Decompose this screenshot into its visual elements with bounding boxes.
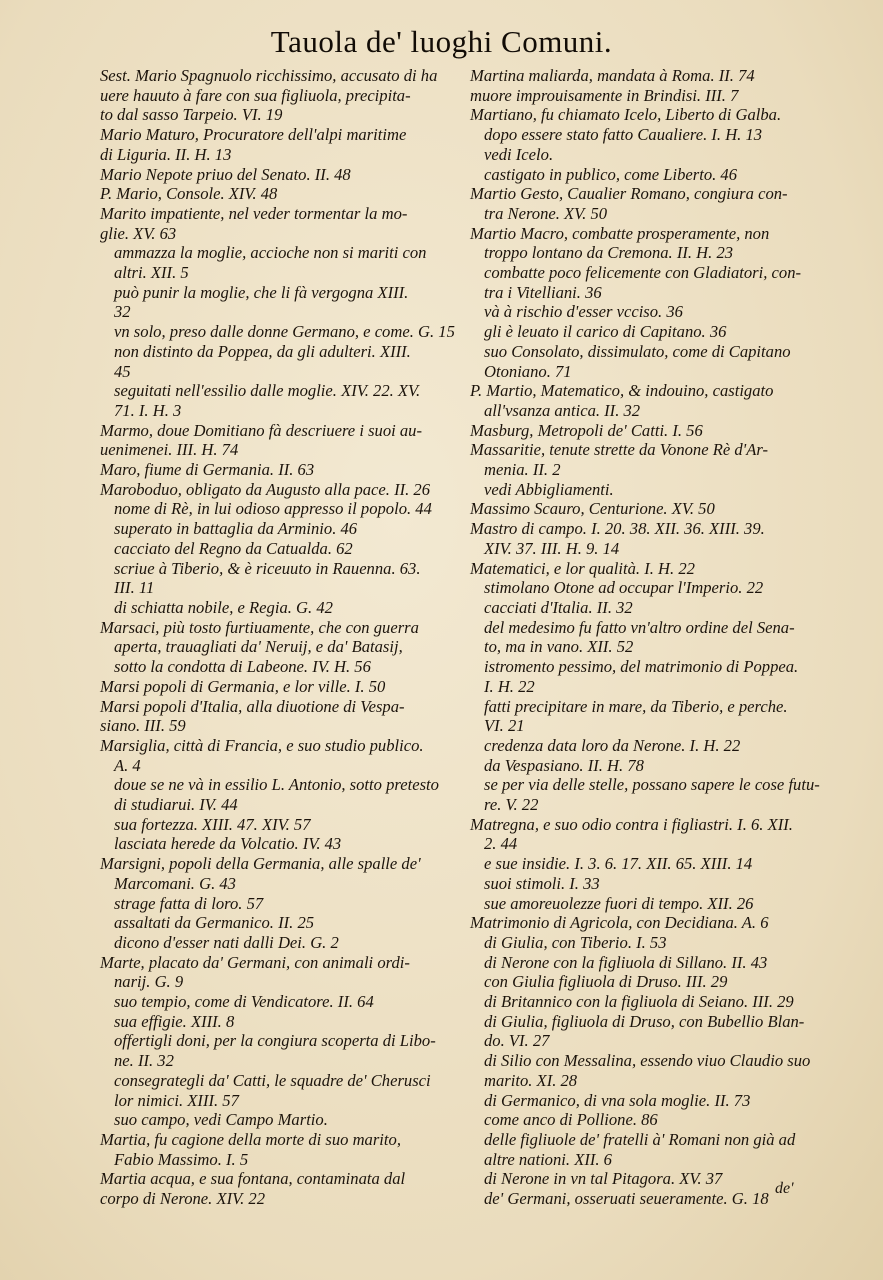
index-entry-line: Massimo Scauro, Centurione. XV. 50	[470, 499, 715, 519]
index-entry-line: di schiatta nobile, e Regia. G. 42	[114, 597, 333, 617]
index-entry-line: Marito impatiente, nel veder tormentar la mo-	[100, 203, 408, 223]
index-entry-line: marito. XI. 28	[484, 1070, 578, 1090]
index-entry-line: Martiano, fu chiamato Icelo, Liberto di Galba.	[470, 105, 782, 125]
index-entry-line: sua fortezza. XIII. 47. XIV. 57	[114, 814, 311, 834]
index-entry-line: altre nationi. XII. 6	[484, 1149, 612, 1169]
index-entry-line: Mastro di campo. I. 20. 38. XII. 36. XIII. 39.	[470, 519, 765, 539]
index-entry-line: con Giulia figliuola di Druso. III. 29	[484, 972, 728, 992]
index-entry-line: fatti precipitare in mare, da Tiberio, e perche.	[484, 696, 788, 716]
index-entry-line: di Nerone in vn tal Pitagora. XV. 37	[484, 1169, 723, 1189]
index-entry-line: III. 11	[114, 578, 155, 598]
index-entry-line: altri. XII. 5	[114, 263, 189, 283]
index-entry-line: và à rischio d'esser vcciso. 36	[484, 302, 683, 322]
index-entry-line: glie. XV. 63	[100, 223, 177, 243]
index-entry-line: vedi Abbigliamenti.	[484, 479, 614, 499]
index-entry-line: narij. G. 9	[114, 972, 184, 992]
index-entry-line: Massaritie, tenute strette da Vonone Rè d'Ar-	[470, 440, 769, 460]
index-entry-line: di Britannico con la figliuola di Seiano. III. 29	[484, 992, 794, 1012]
index-entry-line: consegrategli da' Catti, le squadre de' Cherusci	[114, 1070, 431, 1090]
index-entry-line: ne. II. 32	[114, 1051, 174, 1071]
index-entry-line: sotto la condotta di Labeone. IV. H. 56	[114, 657, 371, 677]
index-entry-line: del medesimo fu fatto vn'altro ordine del Sena-	[484, 617, 795, 637]
left-column	[100, 66, 460, 1209]
index-entry-line: di Silio con Messalina, essendo viuo Claudio suo	[484, 1051, 811, 1071]
index-entry-line: de' Germani, osseruati seueramente. G. 18	[484, 1189, 769, 1209]
index-entry-line: Masburg, Metropoli de' Catti. I. 56	[470, 420, 703, 440]
index-entry-line: re. V. 22	[484, 795, 539, 815]
index-entry-line: di studiarui. IV. 44	[114, 795, 238, 815]
index-entry-line: credenza data loro da Nerone. I. H. 22	[484, 735, 741, 755]
index-entry-line: to, ma in vano. XII. 52	[484, 637, 634, 657]
index-entry-line: all'vsanza antica. II. 32	[484, 400, 641, 420]
index-entry-line: dicono d'esser nati dalli Dei. G. 2	[114, 932, 339, 952]
index-entry-line: Fabio Massimo. I. 5	[114, 1149, 249, 1169]
index-entry-line: suo tempio, come di Vendicatore. II. 64	[114, 992, 374, 1012]
index-entry-line: da Vespasiano. II. H. 78	[484, 755, 644, 775]
index-entry-line: seguitati nell'essilio dalle moglie. XIV. 22. XV.	[114, 381, 421, 401]
index-entry-line: 71. I. H. 3	[114, 400, 182, 420]
index-entry-line: tra i Vitelliani. 36	[484, 282, 602, 302]
index-entry-line: suoi stimoli. I. 33	[484, 873, 600, 893]
index-entry-line: Sest. Mario Spagnuolo ricchissimo, accusato di ha	[100, 66, 438, 85]
index-entry-line: strage fatta di loro. 57	[114, 893, 264, 913]
index-entry-line: doue se ne và in essilio L. Antonio, sotto pretesto	[114, 775, 439, 795]
index-entry-line: di Germanico, di vna sola moglie. II. 73	[484, 1090, 751, 1110]
index-entry-line: di Liguria. II. H. 13	[100, 144, 232, 164]
index-entry-line: sua effigie. XIII. 8	[114, 1011, 235, 1031]
index-entry-line: uenimenei. III. H. 74	[100, 440, 239, 460]
index-entry-line: suo campo, vedi Campo Martio.	[114, 1110, 328, 1130]
index-entry-line: nome di Rè, in lui odioso appresso il popolo. 44	[114, 499, 432, 519]
index-entry-line: di Nerone con la figliuola di Sillano. II. 43	[484, 952, 768, 972]
index-entry-line: Martina maliarda, mandata à Roma. II. 74	[470, 66, 755, 85]
index-entry-line: Martia acqua, e sua fontana, contaminata dal	[100, 1169, 406, 1189]
index-entry-line: scriue à Tiberio, & è riceuuto in Rauenna. 63.	[114, 558, 421, 578]
index-entry-line: superato in battaglia da Arminio. 46	[114, 519, 358, 539]
index-entry-line: Maroboduo, obligato da Augusto alla pace. II. 26	[100, 479, 431, 499]
index-entry-line: vn solo, preso dalle donne Germano, e come. G. 15	[114, 322, 455, 342]
index-entry-line: se per via delle stelle, possano sapere le cose futu-	[484, 775, 820, 795]
index-entry-line: e sue insidie. I. 3. 6. 17. XII. 65. XIII. 14	[484, 854, 753, 874]
index-entry-line: suo Consolato, dissimulato, come di Capitano	[484, 341, 791, 361]
index-entry-line: Matrimonio di Agricola, con Decidiana. A. 6	[470, 913, 769, 933]
index-entry-line: castigato in publico, come Liberto. 46	[484, 164, 738, 184]
index-entry-line: Martio Gesto, Caualier Romano, congiura con-	[470, 184, 788, 204]
page-title: Tauola de' luoghi Comuni.	[270, 24, 613, 59]
index-entry-line: non distinto da Poppea, da gli adulteri. XIII.	[114, 341, 411, 361]
index-entry-line: lasciata herede da Volcatio. IV. 43	[114, 834, 342, 854]
index-entry-line: corpo di Nerone. XIV. 22	[100, 1189, 265, 1209]
index-entry-line: P. Martio, Matematico, & indouino, castigato	[470, 381, 774, 401]
index-entry-line: 32	[114, 302, 131, 322]
index-entry-line: Marsaci, più tosto furtiuamente, che con guerra	[100, 617, 419, 637]
index-entry-line: tra Nerone. XV. 50	[484, 203, 608, 223]
index-entry-line: offertigli doni, per la congiura scoperta di Libo-	[114, 1031, 436, 1051]
index-entry-line: come anco di Pollione. 86	[484, 1110, 658, 1130]
index-entry-line: uere hauuto à fare con sua figliuola, precipita-	[100, 85, 411, 105]
index-entry-line: I. H. 22	[484, 676, 535, 696]
index-entry-line: combatte poco felicemente con Gladiatori, con-	[484, 263, 802, 283]
index-entry-line: 2. 44	[484, 834, 518, 854]
index-entry-line: può punir la moglie, che li fà vergogna XIII.	[114, 282, 409, 302]
index-entry-line: muore improuisamente in Brindisi. III. 7	[470, 85, 739, 105]
index-entry-line: aperta, trauagliati da' Neruij, e da' Batasij,	[114, 637, 403, 657]
index-entry-line: Marsiglia, città di Francia, e suo studio publico.	[100, 735, 424, 755]
index-entry-line: cacciati d'Italia. II. 32	[484, 597, 633, 617]
index-entry-line: Mario Nepote priuo del Senato. II. 48	[100, 164, 351, 184]
index-entry-line: Martia, fu cagione della morte di suo marito,	[100, 1129, 401, 1149]
index-entry-line: stimolano Otone ad occupar l'Imperio. 22	[484, 578, 764, 598]
index-entry-line: istromento pessimo, del matrimonio di Poppea.	[484, 657, 799, 677]
index-entry-line: di Giulia, con Tiberio. I. 53	[484, 932, 667, 952]
index-entry-line: Matregna, e suo odio contra i figliastri. I. 6. XII.	[470, 814, 793, 834]
index-entry-line: VI. 21	[484, 716, 525, 736]
index-entry-line: A. 4	[114, 755, 141, 775]
index-entry-line: Marsi popoli d'Italia, alla diuotione di Vespa-	[100, 696, 405, 716]
index-entry-line: lor nimici. XIII. 57	[114, 1090, 239, 1110]
index-entry-line: menia. II. 2	[484, 460, 561, 480]
index-entry-line: Marsigni, popoli della Germania, alle spalle de'	[100, 854, 421, 874]
index-entry-line: P. Mario, Console. XIV. 48	[100, 184, 278, 204]
index-entry-line: di Giulia, figliuola di Druso, con Bubellio Blan-	[484, 1011, 805, 1031]
index-entry-line: ammazza la moglie, accioche non si mariti con	[114, 243, 427, 263]
index-entry-line: Mario Maturo, Procuratore dell'alpi maritime	[100, 125, 407, 145]
index-entry-line: Marmo, doue Domitiano fà descriuere i suoi au-	[100, 420, 423, 440]
index-entry-line: siano. III. 59	[100, 716, 186, 736]
index-entry-line: delle figliuole de' fratelli à' Romani non già ad	[484, 1129, 796, 1149]
index-entry-line: sue amoreuolezze fuori di tempo. XII. 26	[484, 893, 754, 913]
index-entry-line: Otoniano. 71	[484, 361, 572, 381]
index-entry-line: 45	[114, 361, 131, 381]
right-column	[470, 66, 825, 1209]
index-entry-line: dopo essere stato fatto Caualiere. I. H. 13	[484, 125, 763, 145]
index-entry-line: gli è leuato il carico di Capitano. 36	[484, 322, 727, 342]
index-entry-line: XIV. 37. III. H. 9. 14	[484, 538, 620, 558]
index-entry-line: Marcomani. G. 43	[114, 873, 236, 893]
index-entry-line: Marte, placato da' Germani, con animali ordi-	[100, 952, 410, 972]
index-entry-line: assaltati da Germanico. II. 25	[114, 913, 315, 933]
catchword: de'	[775, 1180, 794, 1197]
index-entry-line: vedi Icelo.	[484, 144, 554, 164]
index-entry-line: do. VI. 27	[484, 1031, 550, 1051]
index-entry-line: Matematici, e lor qualità. I. H. 22	[470, 558, 695, 578]
index-entry-line: cacciato del Regno da Catualda. 62	[114, 538, 353, 558]
index-entry-line: troppo lontano da Cremona. II. H. 23	[484, 243, 734, 263]
index-entry-line: Martio Macro, combatte prosperamente, non	[470, 223, 770, 243]
index-entry-line: Marsi popoli di Germania, e lor ville. I. 50	[100, 676, 386, 696]
index-entry-line: to dal sasso Tarpeio. VI. 19	[100, 105, 283, 125]
index-entry-line: Maro, fiume di Germania. II. 63	[100, 460, 315, 480]
